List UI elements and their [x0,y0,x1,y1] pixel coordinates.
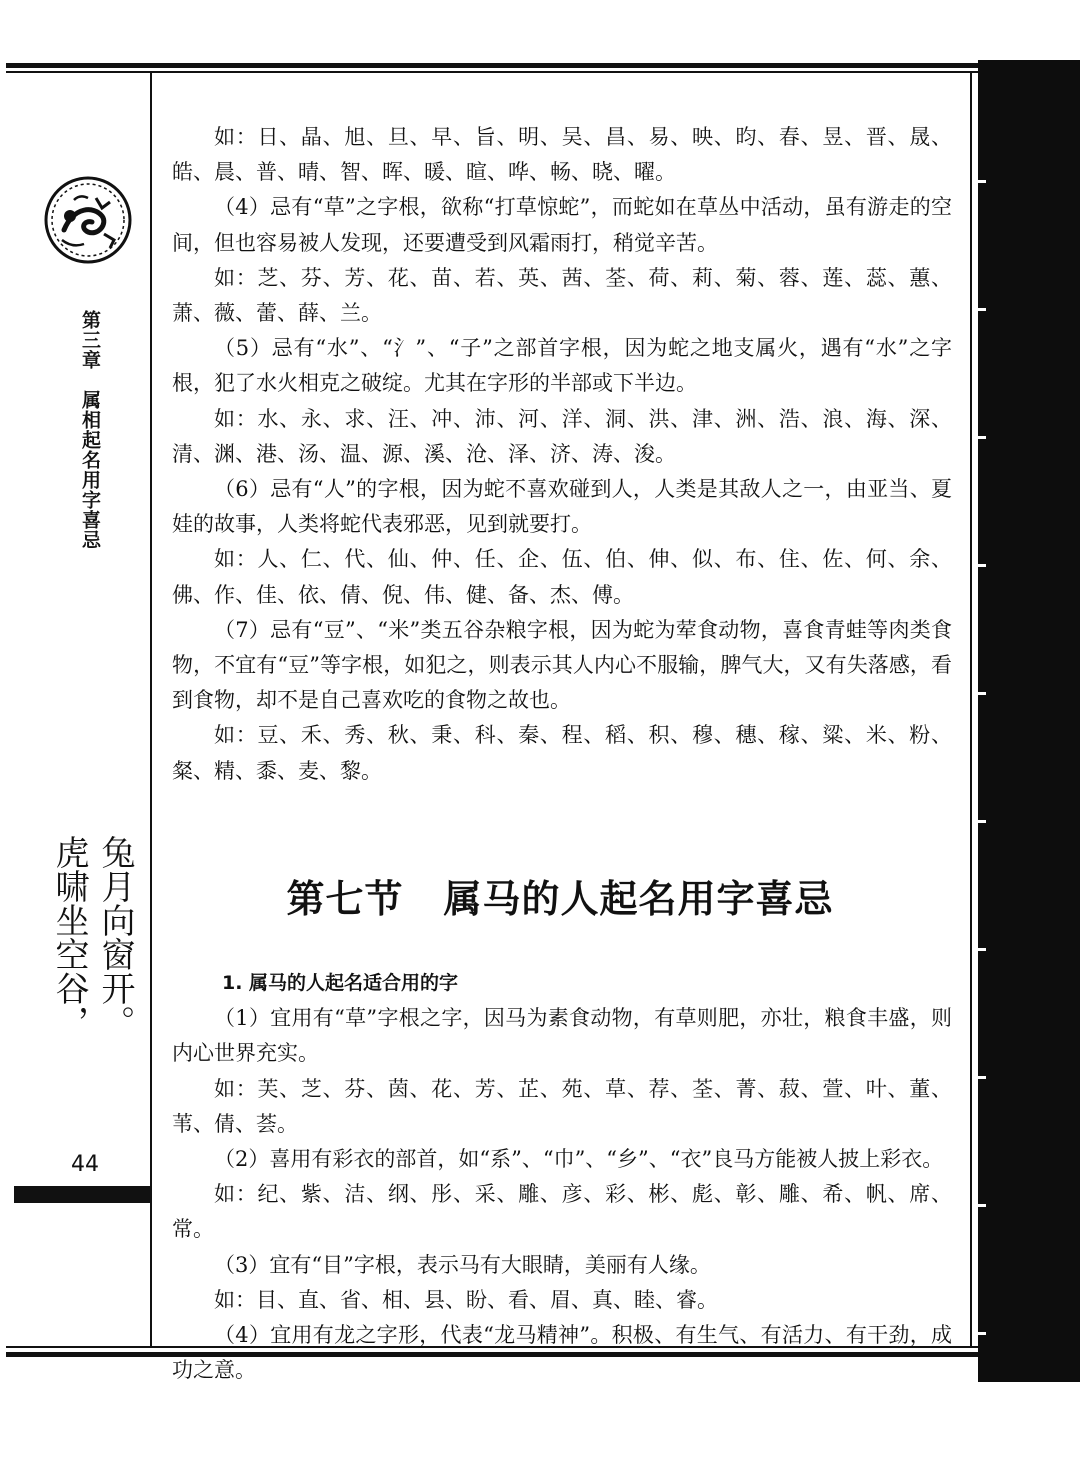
page-number: 44 [71,1152,99,1177]
paragraph: 如：芝、芬、芳、花、苗、若、英、茜、荃、荷、莉、菊、蓉、莲、蕊、蕙、萧、薇、蕾、薛、兰。 [172,265,952,326]
paragraph: （2）喜用有彩衣的部首，如“系”、“巾”、“乡”、“衣”良马方能被人披上彩衣。 [214,1147,944,1172]
paragraph: （4）宜用有龙之字形，代表“龙马精神”。积极、有生气、有活力、有干劲，成功之意。 [172,1323,952,1383]
poem-line-2: 虎啸坐空谷， [49,835,89,1039]
top-text-block [172,120,952,789]
poem-line-1: 兔月向窗开。 [95,835,135,1039]
paragraph: （3）宜有“目”字根，表示马有大眼睛，美丽有人缘。 [214,1252,711,1277]
top-rule-thick [6,63,978,68]
section-title-text: 属马的人起名用字喜忌 [443,877,834,921]
subheading: 1. 属马的人起名适合用的字 [222,972,459,994]
snake-emblem-icon [44,176,132,264]
paragraph: （5）忌有“水”、“氵”、“子”之部首字根，因为蛇之地支属火，遇有“水”之字根，犯了水火相克之破绽。尤其在字形的半部或下半边。 [172,336,952,396]
page-edge-shadow [978,60,1080,1382]
chapter-label: 第三章 属相起名用字喜忌 [79,310,101,550]
paragraph: （6）忌有“人”的字根，因为蛇不喜欢碰到人，人类是其敌人之一，由亚当、夏娃的故事，人类将蛇代表邪恶，见到就要打。 [172,477,952,537]
paragraph: （7）忌有“豆”、“米”类五谷杂粮字根，因为蛇为荤食动物，喜食青蛙等肉类食物，不宜有“豆”等字根，如犯之，则表示其人内心不服输，脾气大，又有失落感，看到食物，却不是自己喜欢吃的食物之故也。 [172,617,952,713]
paragraph: 如：芙、芝、芬、茵、花、芳、芷、苑、草、荐、荃、菁、菽、萱、叶、董、苇、倩、荟。 [172,1076,952,1136]
page-number-bar [14,1186,150,1203]
paragraph: 如：豆、禾、秀、秋、秉、科、秦、程、稻、积、穆、穗、稼、粱、米、粉、粲、精、黍、麦、黎。 [172,723,952,783]
section-number: 第七节 [286,877,404,921]
paragraph: （1）宜用有“草”字根之字，因马为素食动物，有草则肥，亦壮，粮食丰盛，则内心世界充实。 [172,1006,952,1066]
paragraph: 如：日、晶、旭、旦、早、旨、明、吴、昌、易、映、昀、春、昱、晋、晟、皓、晨、普、晴、智、晖、暖、暄、哗、畅、晓、曜。 [172,125,952,185]
section-title [170,868,950,923]
paragraph: 如：人、仁、代、仙、仲、任、企、伍、伯、伸、似、布、住、佐、何、余、佛、作、佳、依、倩、倪、伟、健、备、杰、傅。 [172,547,952,607]
right-frame-line [970,72,972,1346]
paragraph: 如：纪、紫、洁、纲、彤、采、雕、彦、彩、彬、彪、彰、雕、希、帆、席、常。 [172,1182,952,1242]
paragraph: （4）忌有“草”之字根，欲称“打草惊蛇”，而蛇如在草丛中活动，虽有游走的空间，但也容易被人发现，还要遭受到风霜雨打，稍觉辛苦。 [172,195,952,255]
paragraph: 如：目、直、省、相、县、盼、看、眉、真、睦、睿。 [214,1287,718,1312]
column-divider [150,72,152,1346]
section-body [172,966,952,1388]
paragraph: 如：水、永、求、汪、冲、沛、河、洋、洞、洪、津、洲、浩、浪、海、深、清、渊、港、汤、温、源、溪、沧、泽、济、涛、浚。 [172,406,952,466]
